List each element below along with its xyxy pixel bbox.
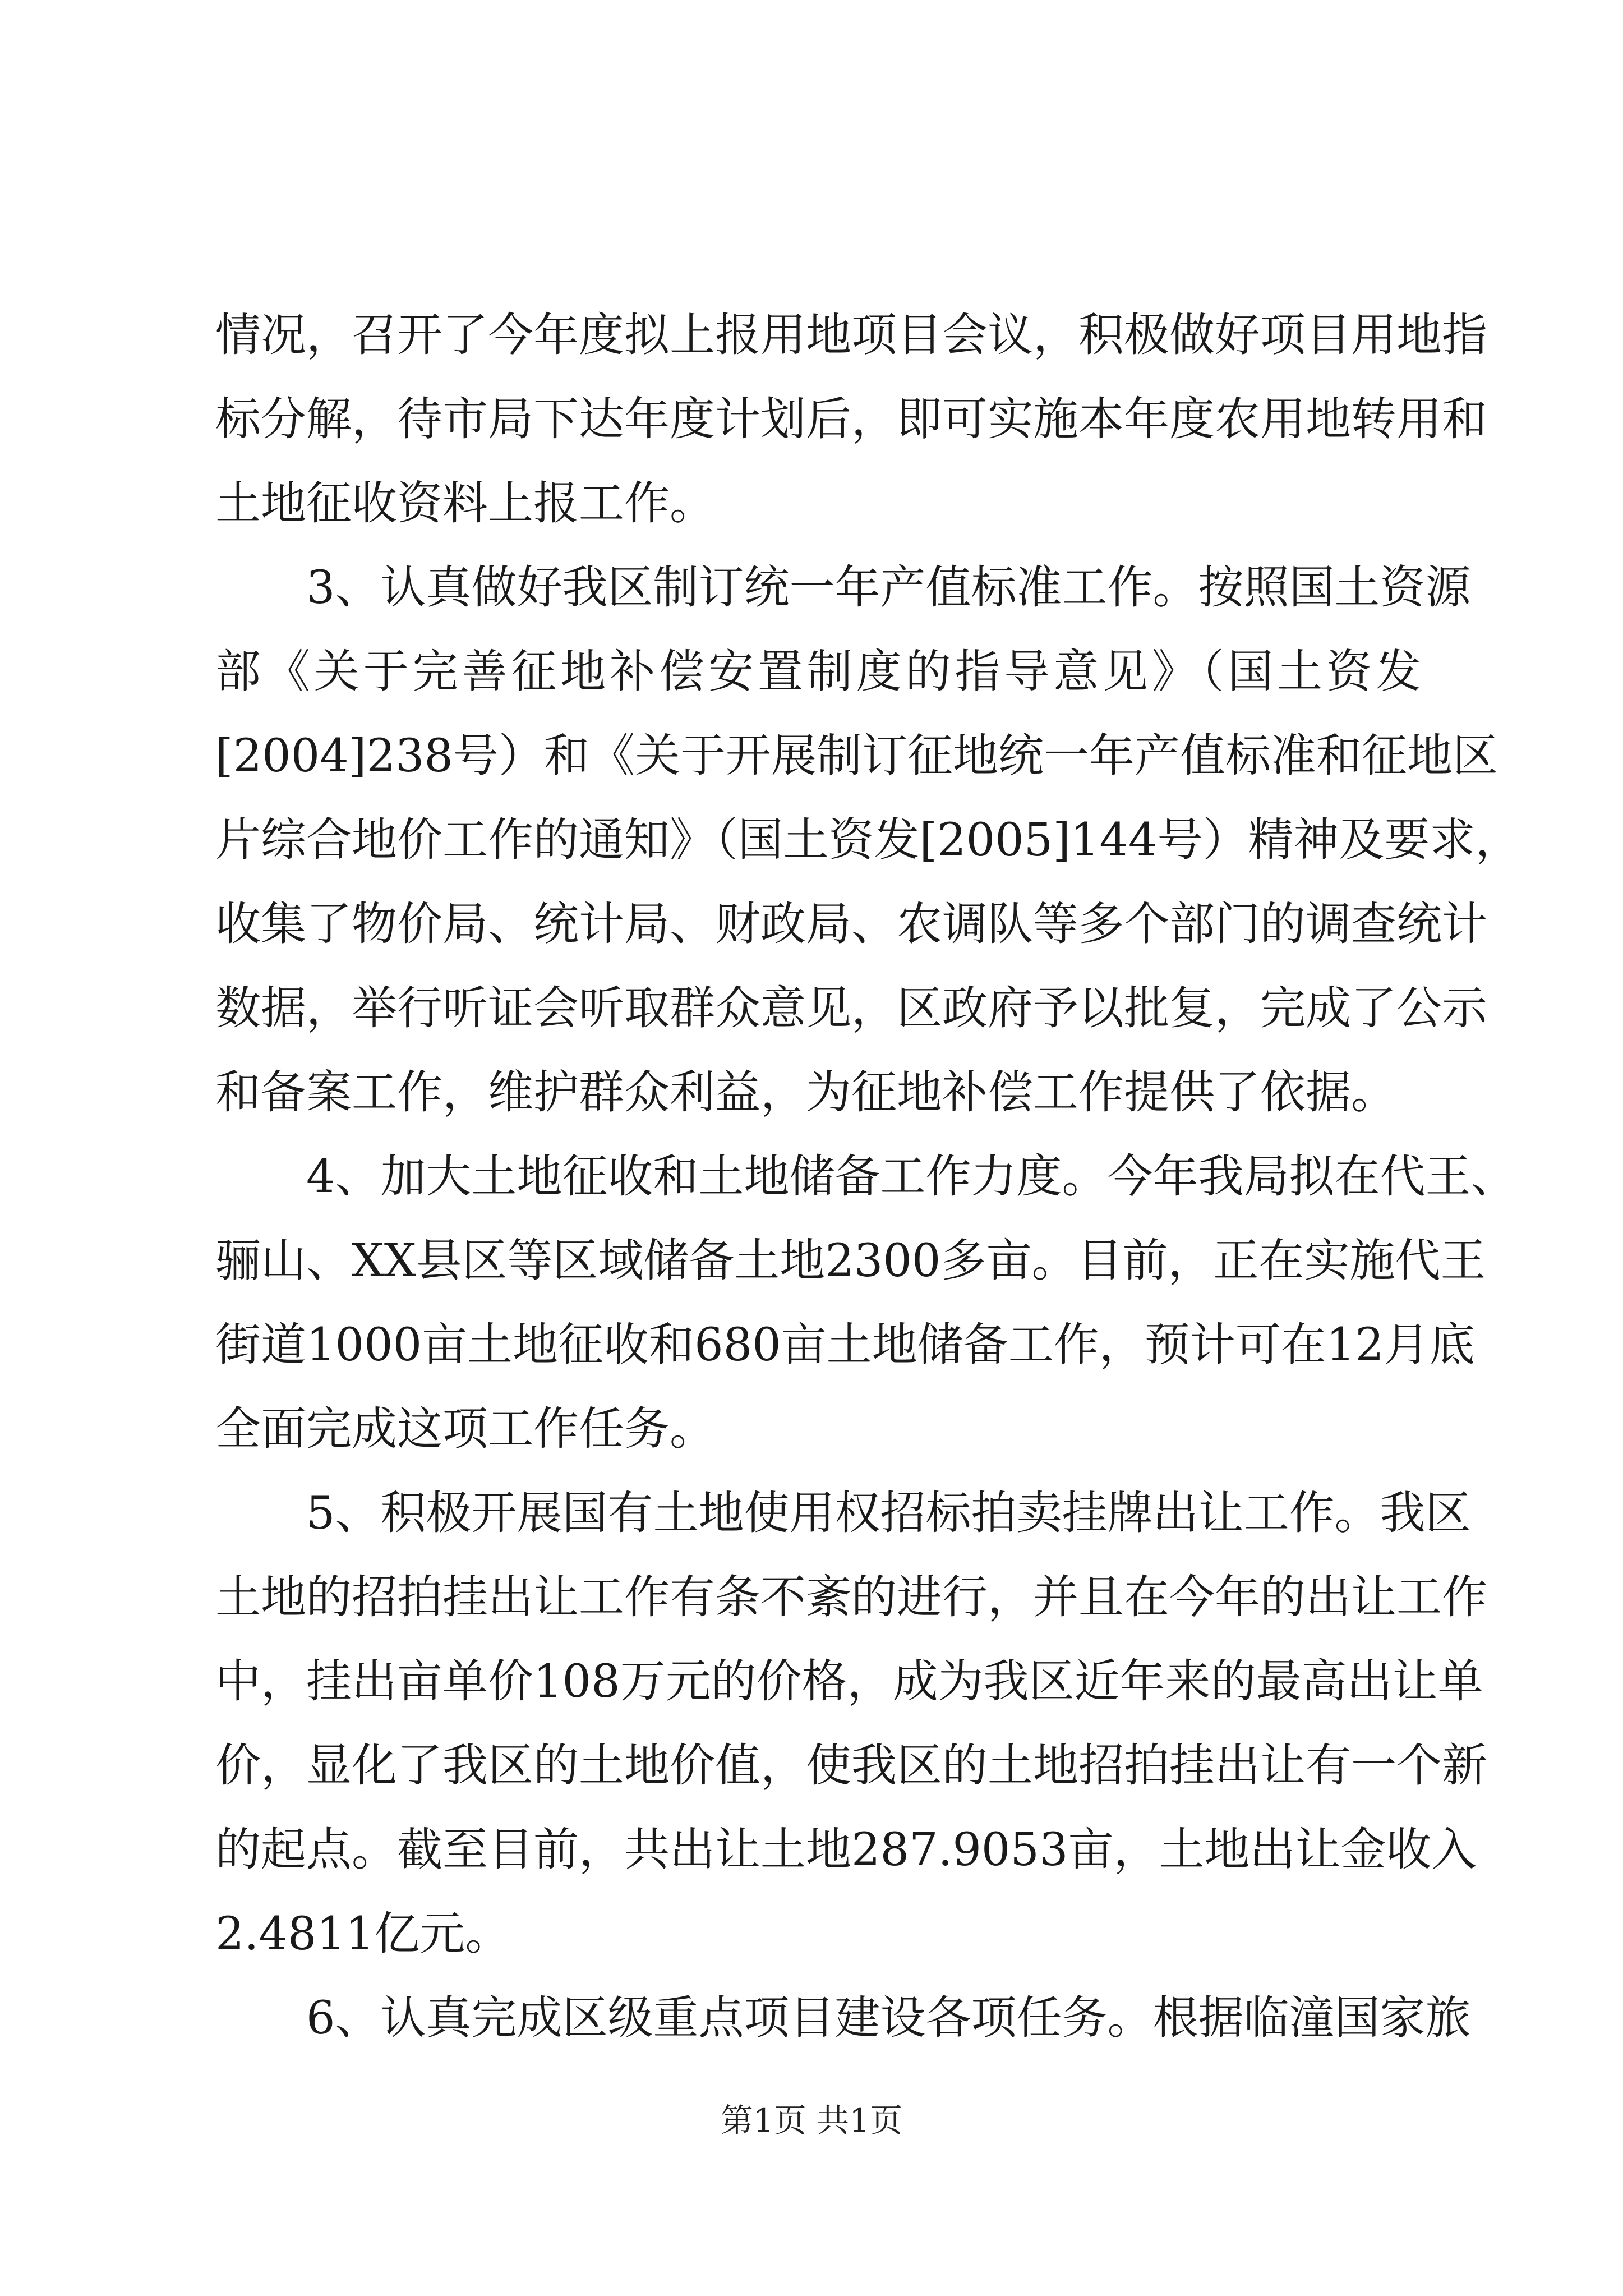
text-line: [2004]238号）和《关于开展制订征地统一年产值标准和征地区	[215, 730, 1498, 783]
paragraph-start-line: 4、加大土地征收和土地储备工作力度。今年我局拟在代王、	[306, 1151, 1516, 1203]
text-line: 中，挂出亩单价108万元的价格，成为我区近年来的最高出让单	[215, 1655, 1483, 1708]
paragraph-start-line: 5、积极开展国有土地使用权招标拍卖挂牌出让工作。我区	[306, 1487, 1471, 1540]
page-number-footer: 第1页 共1页	[720, 2101, 903, 2139]
text-line: 价，显化了我区的土地价值，使我区的土地招拍挂出让有一个新	[215, 1740, 1488, 1792]
text-line: 骊山、XX县区等区域储备土地2300多亩。目前，正在实施代王	[215, 1235, 1486, 1287]
document-body	[215, 293, 1521, 2060]
text-line: 收集了物价局、统计局、财政局、农调队等多个部门的调查统计	[215, 898, 1488, 951]
text-line: 标分解，待市局下达年度计划后，即可实施本年度农用地转用和	[215, 393, 1488, 446]
text-line: 街道1000亩土地征收和680亩土地储备工作，预计可在12月底	[215, 1319, 1475, 1372]
paragraph-start-line: 6、认真完成区级重点项目建设各项任务。根据临潼国家旅	[306, 1992, 1471, 2045]
text-line: 土地征收资料上报工作。	[215, 477, 716, 530]
paragraph-start-line: 3、认真做好我区制订统一年产值标准工作。按照国土资源	[306, 562, 1471, 614]
text-line: 土地的招拍挂出让工作有条不紊的进行，并且在今年的出让工作	[215, 1571, 1488, 1624]
text-line: 全面完成这项工作任务。	[215, 1403, 716, 1456]
text-line: 数据，举行听证会听取群众意见，区政府予以批复，完成了公示	[215, 982, 1488, 1035]
text-line: 部《关于完善征地补偿安置制度的指导意见》（国土资发	[215, 646, 1421, 698]
text-line: 和备案工作，维护群众利益，为征地补偿工作提供了依据。	[215, 1066, 1397, 1119]
text-line: 2.4811亿元。	[215, 1908, 511, 1961]
text-line: 的起点。截至目前，共出让土地287.9053亩，土地出让金收入	[215, 1824, 1477, 1876]
text-line: 片综合地价工作的通知》（国土资发[2005]144号）精神及要求，	[215, 814, 1521, 867]
text-line: 情况，召开了今年度拟上报用地项目会议，积极做好项目用地指	[215, 309, 1488, 362]
